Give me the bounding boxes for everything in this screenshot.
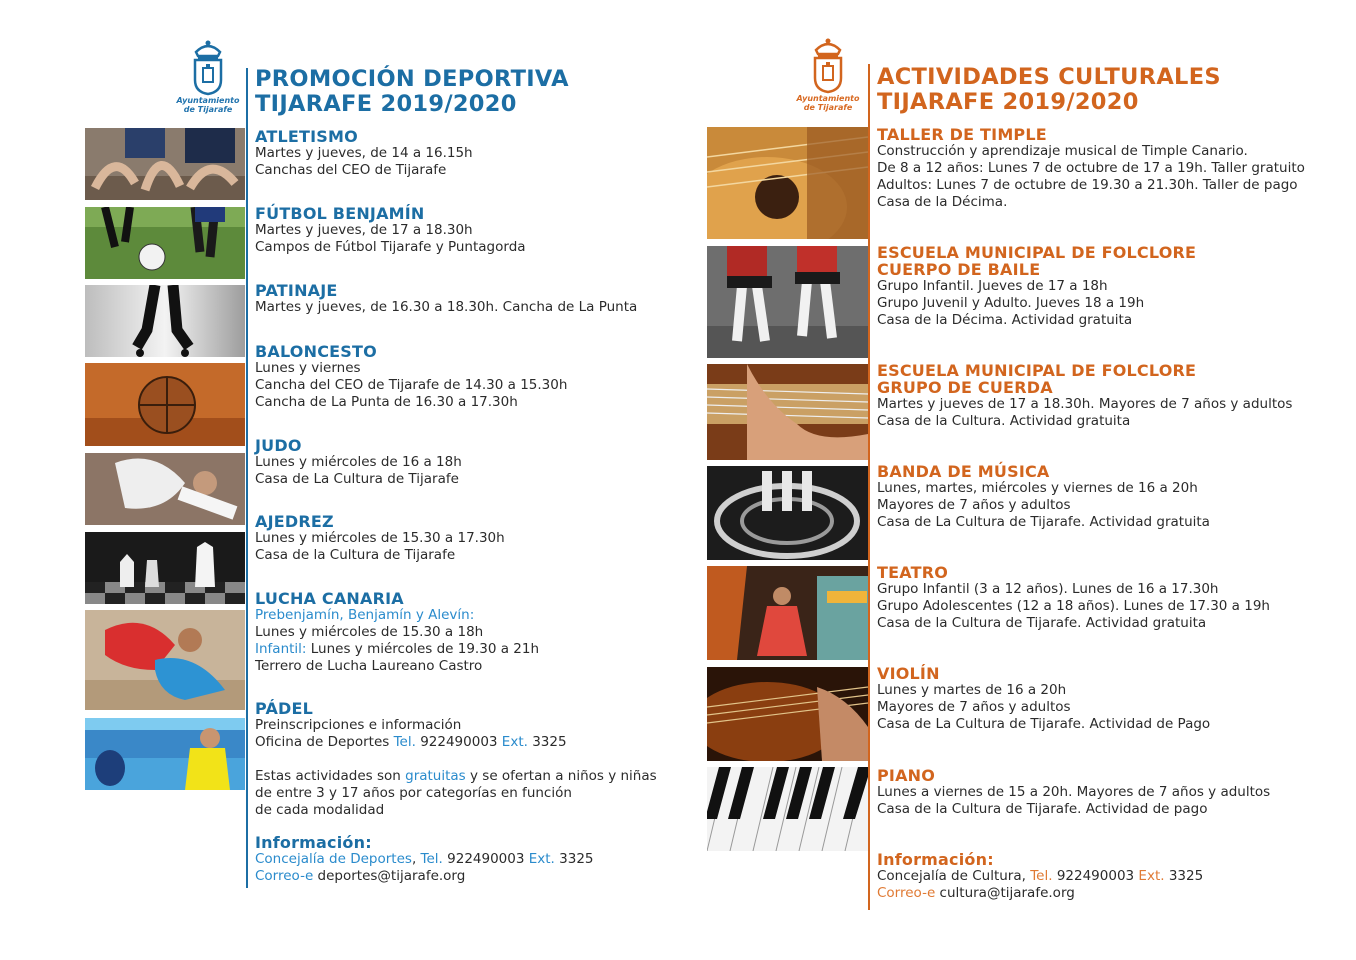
- municipal-logo: [168, 38, 248, 114]
- location-text: Casa de la Cultura. Actividad gratuita: [877, 413, 1131, 429]
- schedule-text: Grupo Adolescentes (12 a 18 años). Lunes de 17.30 a 19h: [877, 598, 1270, 614]
- schedule-text: Martes y jueves, de 14 a 16.15h: [255, 145, 473, 161]
- logo-line2: de Tijarafe: [803, 103, 853, 112]
- schedule-text: Lunes y viernes: [255, 360, 361, 376]
- age-text: Mayores de 7 años y adultos: [877, 699, 1071, 715]
- location-text: Terrero de Lucha Laureano Castro: [255, 658, 483, 674]
- location-text: Casa de la Décima. Actividad gratuita: [877, 312, 1133, 328]
- section-ajedrez: [255, 513, 675, 564]
- info-contact: [255, 851, 675, 868]
- info-title: Información:: [255, 833, 372, 852]
- section-piano: [877, 767, 1297, 818]
- description-text: Construcción y aprendizaje musical de Timple Canario.: [877, 143, 1248, 159]
- section-baloncesto: [255, 343, 675, 411]
- contact-text: [255, 734, 675, 751]
- photo-violin: [707, 667, 868, 761]
- tel-label: Tel.: [1030, 868, 1053, 884]
- photo-patinaje: [85, 285, 245, 357]
- location-text: Casa de la Décima.: [877, 194, 1008, 210]
- title-line1: PROMOCIÓN DEPORTIVA: [255, 66, 569, 92]
- photo-baloncesto: [85, 363, 245, 446]
- section-banda: [877, 463, 1297, 531]
- ext-label: Ext.: [1138, 868, 1165, 884]
- email-label: Correo-e: [877, 885, 936, 901]
- schedule-text: Lunes y miércoles de 15.30 a 17.30h: [255, 530, 505, 546]
- section-title: TEATRO: [877, 563, 949, 582]
- location-text: Casa de La Cultura de Tijarafe: [255, 471, 459, 487]
- free-activities-note: [255, 768, 675, 819]
- note-highlight: gratuitas: [405, 768, 466, 784]
- ext-label: Ext.: [528, 851, 555, 867]
- title-line2: TIJARAFE 2019/2020: [255, 91, 517, 117]
- divider-line: [868, 64, 870, 910]
- section-title: LUCHA CANARIA: [255, 589, 404, 608]
- email-address[interactable]: cultura@tijarafe.org: [935, 885, 1075, 901]
- age-text: Mayores de 7 años y adultos: [877, 497, 1071, 513]
- email-address[interactable]: deportes@tijarafe.org: [313, 868, 466, 884]
- section-padel: [255, 700, 675, 751]
- schedule-text: Lunes y miércoles de 15.30 a 18h: [255, 624, 484, 640]
- section-folclore-cuerda: [877, 362, 1297, 430]
- title-line1: ACTIVIDADES CULTURALES: [877, 64, 1221, 90]
- divider-line: [246, 68, 248, 888]
- section-title: TALLER DE TIMPLE: [877, 125, 1047, 144]
- email-label: Correo-e: [255, 868, 314, 884]
- photo-lucha: [85, 610, 245, 710]
- section-title: VIOLÍN: [877, 664, 940, 683]
- section-title: JUDO: [255, 436, 302, 455]
- info-block: [877, 851, 1297, 902]
- department-name: Concejalía de Cultura,: [877, 868, 1031, 884]
- department-link[interactable]: Concejalía de Deportes: [255, 851, 412, 867]
- ext-number: 3325: [554, 851, 594, 867]
- info-email: [877, 885, 1297, 902]
- logo-line1: Ayuntamiento: [796, 94, 860, 103]
- schedule-text: Lunes, martes, miércoles y viernes de 16 a 20h: [877, 480, 1198, 496]
- schedule-text: Martes y jueves, de 17 a 18.30h: [255, 222, 473, 238]
- section-title: ESCUELA MUNICIPAL DE FOLCLORE: [877, 243, 1197, 262]
- location-text: Casa de la Cultura de Tijarafe. Actividad de pago: [877, 801, 1208, 817]
- note-line1: [255, 768, 675, 785]
- section-subtitle: GRUPO DE CUERDA: [877, 378, 1053, 397]
- schedule-text: Grupo Infantil. Jueves de 17 a 18h: [877, 278, 1108, 294]
- section-title: PIANO: [877, 766, 936, 785]
- section-title: PÁDEL: [255, 699, 314, 718]
- schedule-text: Lunes y miércoles de 16 a 18h: [255, 454, 462, 470]
- schedule-text: De 8 a 12 años: Lunes 7 de octubre de 17 a 19h. Taller gratuito: [877, 160, 1305, 176]
- category-label: Prebenjamín, Benjamín y Alevín:: [255, 607, 475, 623]
- location-text: Casa de la Cultura de Tijarafe. Actividad gratuita: [877, 615, 1207, 631]
- photo-banda: [707, 466, 868, 560]
- location-text: Canchas del CEO de Tijarafe: [255, 162, 447, 178]
- municipal-logo: [788, 36, 868, 112]
- schedule-text: Lunes a viernes de 15 a 20h. Mayores de 7 años y adultos: [877, 784, 1271, 800]
- location-text: Cancha del CEO de Tijarafe de 14.30 a 15.30h: [255, 377, 568, 393]
- section-title: BALONCESTO: [255, 342, 377, 361]
- section-lucha: [255, 590, 675, 675]
- location-text: Campos de Fútbol Tijarafe y Puntagorda: [255, 239, 526, 255]
- ext-number: 3325: [527, 734, 567, 750]
- coat-of-arms-icon: [808, 36, 848, 94]
- location-text: Casa de la Cultura de Tijarafe: [255, 547, 456, 563]
- note-line3: de cada modalidad: [255, 802, 385, 818]
- schedule-text: Martes y jueves, de 16.30 a 18.30h. Cancha de La Punta: [255, 299, 638, 315]
- office-name: Oficina de Deportes: [255, 734, 394, 750]
- coat-of-arms-icon: [188, 38, 228, 96]
- category-label: Infantil:: [255, 641, 307, 657]
- section-patinaje: [255, 282, 675, 316]
- photo-ajedrez: [85, 532, 245, 604]
- schedule-text: Grupo Infantil (3 a 12 años). Lunes de 16 a 17.30h: [877, 581, 1219, 597]
- schedule-text-infantil: [255, 641, 675, 658]
- section-title: AJEDREZ: [255, 512, 334, 531]
- info-title: Información:: [877, 850, 994, 869]
- ext-label: Ext.: [501, 734, 528, 750]
- schedule-text: Grupo Juvenil y Adulto. Jueves 18 a 19h: [877, 295, 1145, 311]
- separator: ,: [411, 851, 421, 867]
- photo-piano: [707, 767, 868, 851]
- info-block: [255, 834, 675, 885]
- section-subtitle: CUERPO DE BAILE: [877, 260, 1041, 279]
- tel-label: Tel.: [420, 851, 443, 867]
- section-atletismo: [255, 128, 675, 179]
- photo-judo: [85, 453, 245, 525]
- info-text: Preinscripciones e información: [255, 717, 462, 733]
- schedule-text: Martes y jueves de 17 a 18.30h. Mayores de 7 años y adultos: [877, 396, 1293, 412]
- logo-line1: Ayuntamiento: [176, 96, 240, 105]
- location-text: Casa de La Cultura de Tijarafe. Actividad de Pago: [877, 716, 1211, 732]
- section-title: FÚTBOL BENJAMÍN: [255, 204, 425, 223]
- section-title: PATINAJE: [255, 281, 338, 300]
- section-futbol: [255, 205, 675, 256]
- page-title: [255, 67, 569, 117]
- ext-number: 3325: [1164, 868, 1204, 884]
- tel-number: 922490003: [415, 734, 502, 750]
- note-text: Estas actividades son: [255, 768, 406, 784]
- photo-folclore-baile: [707, 246, 868, 358]
- schedule-text: Lunes y miércoles de 19.30 a 21h: [306, 641, 539, 657]
- location-text: Cancha de La Punta de 16.30 a 17.30h: [255, 394, 518, 410]
- info-email: [255, 868, 675, 885]
- section-teatro: [877, 564, 1297, 632]
- section-judo: [255, 437, 675, 488]
- title-line2: TIJARAFE 2019/2020: [877, 89, 1139, 115]
- photo-folclore-cuerda: [707, 364, 868, 460]
- note-line2: de entre 3 y 17 años por categorías en función: [255, 785, 572, 801]
- photo-padel: [85, 718, 245, 790]
- section-title: BANDA DE MÚSICA: [877, 462, 1050, 481]
- section-violin: [877, 665, 1297, 733]
- location-text: Casa de La Cultura de Tijarafe. Actividad gratuita: [877, 514, 1210, 530]
- section-title: ATLETISMO: [255, 127, 358, 146]
- page-title: [877, 65, 1221, 115]
- schedule-text: Adultos: Lunes 7 de octubre de 19.30 a 21.30h. Taller de pago: [877, 177, 1298, 193]
- section-timple: [877, 125, 1305, 211]
- logo-line2: de Tijarafe: [183, 105, 233, 114]
- info-contact: [877, 868, 1297, 885]
- note-text: y se ofertan a niños y niñas: [465, 768, 657, 784]
- section-title: ESCUELA MUNICIPAL DE FOLCLORE: [877, 361, 1197, 380]
- photo-futbol: [85, 207, 245, 279]
- tel-number: 922490003: [1052, 868, 1139, 884]
- photo-atletismo: [85, 128, 245, 200]
- tel-number: 922490003: [442, 851, 529, 867]
- section-folclore-baile: [877, 244, 1297, 329]
- photo-teatro: [707, 566, 868, 660]
- tel-label: Tel.: [393, 734, 416, 750]
- photo-timple: [707, 127, 868, 239]
- schedule-text: Lunes y martes de 16 a 20h: [877, 682, 1067, 698]
